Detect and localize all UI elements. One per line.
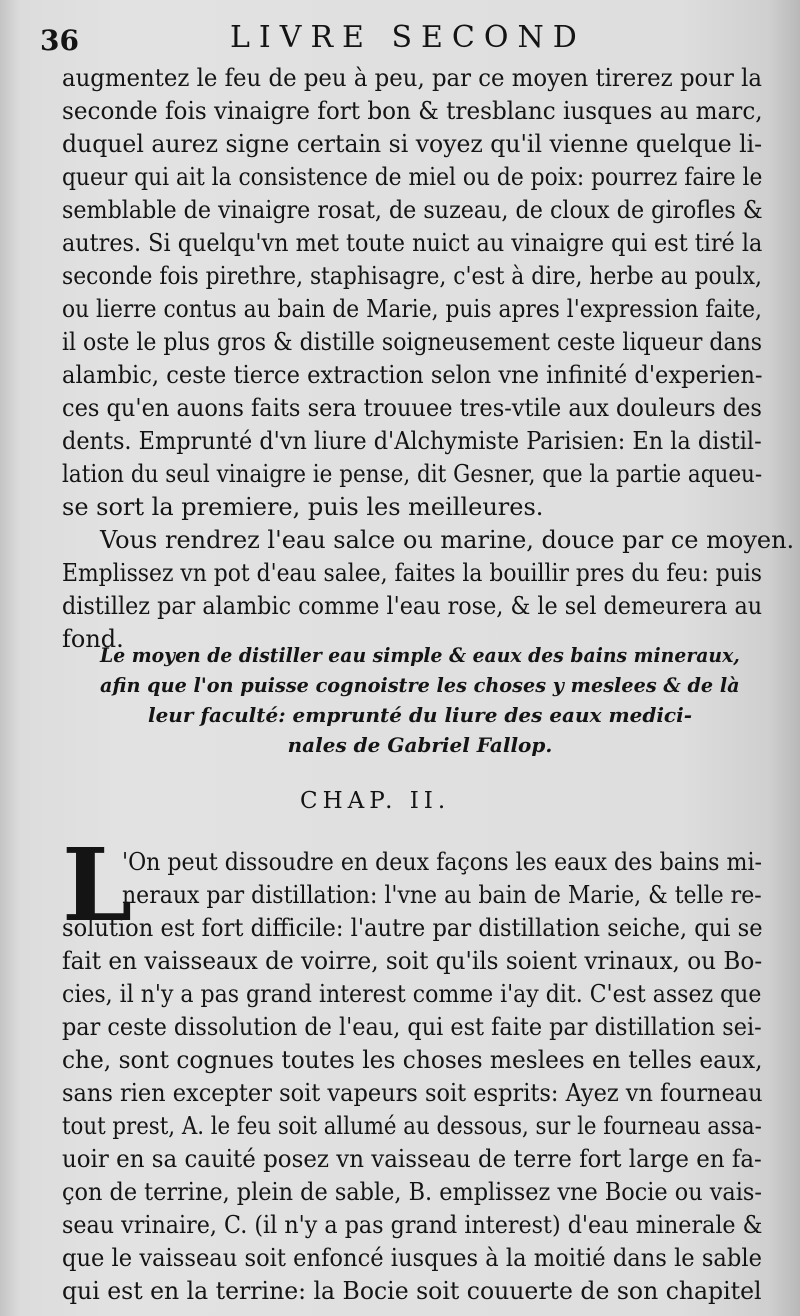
text-line: tout prest, A. le feu soit allumé au dessous, sur le fourneau assa-: [62, 1112, 762, 1140]
text-line: qui est en la terrine: la Bocie soit couuerte de son chapitel: [62, 1277, 762, 1305]
text-line: distillez par alambic comme l'eau rose, & le sel demeurera au: [62, 592, 763, 620]
text-line: ces qu'en auons faits sera trouuee tres-vtile aux douleurs des: [62, 394, 762, 422]
text-line: ou lierre contus au bain de Marie, puis apres l'expression faite,: [62, 295, 762, 323]
chapter-title-line: leur faculté: emprunté du liure des eaux medici-: [147, 703, 692, 727]
text-line: semblable de vinaigre rosat, de suzeau, de cloux de girofles &: [62, 196, 763, 224]
text-line: solution est fort difficile: l'autre par distillation seiche, qui se: [62, 914, 763, 942]
chapter-title-line: afin que l'on puisse cognoistre les choses y meslees & de là: [100, 673, 740, 697]
text-line: fait en vaisseaux de voirre, soit qu'ils soient vrinaux, ou Bo-: [62, 947, 763, 975]
text-line: par ceste dissolution de l'eau, qui est faite par distillation sei-: [62, 1013, 762, 1041]
chapter-title-line: nales de Gabriel Fallop.: [287, 733, 553, 757]
text-line: autres. Si quelqu'vn met toute nuict au vinaigre qui est tiré la: [62, 229, 763, 257]
chapter-title-line: Le moyen de distiller eau simple & eaux des bains mineraux,: [100, 643, 740, 667]
text-line: alambic, ceste tierce extraction selon vne infinité d'experien-: [62, 361, 763, 389]
text-line: seau vrinaire, C. (il n'y a pas grand interest) d'eau minerale &: [62, 1211, 763, 1239]
text-line: seconde fois vinaigre fort bon & tresblanc iusques au marc,: [62, 97, 763, 125]
text-line: duquel aurez signe certain si voyez qu'il vienne quelque li-: [62, 130, 763, 158]
text-line: Vous rendrez l'eau salce ou marine, douce par ce moyen.: [100, 526, 795, 554]
page-number: 36: [40, 24, 79, 57]
text-line: il oste le plus gros & distille soigneusement ceste liqueur dans: [62, 328, 763, 356]
page-header: [40, 20, 780, 60]
text-line: Emplissez vn pot d'eau salee, faites la bouillir pres du feu: puis: [62, 559, 762, 587]
text-line: dents. Emprunté d'vn liure d'Alchymiste Parisien: En la distil-: [62, 427, 762, 455]
chapter-label: CHAP. II.: [300, 788, 451, 814]
text-line: sans rien excepter soit vapeurs soit esprits: Ayez vn fourneau: [62, 1079, 763, 1107]
text-line: uoir en sa cauité posez vn vaisseau de terre fort large en fa-: [62, 1145, 762, 1173]
text-line: çon de terrine, plein de sable, B. emplissez vne Bocie ou vais-: [62, 1178, 762, 1206]
text-line: 'On peut dissoudre en deux façons les eaux des bains mi-: [122, 848, 762, 876]
text-line: fond.: [62, 625, 124, 653]
text-line: lation du seul vinaigre ie pense, dit Gesner, que la partie aqueu-: [62, 460, 763, 488]
text-line: augmentez le feu de peu à peu, par ce moyen tirerez pour la: [62, 64, 762, 92]
text-line: neraux par distillation: l'vne au bain de Marie, & telle re-: [122, 881, 762, 909]
text-line: che, sont cognues toutes les choses meslees en telles eaux,: [62, 1046, 763, 1074]
text-line: cies, il n'y a pas grand interest comme i'ay dit. C'est assez que: [62, 980, 762, 1008]
drop-cap: L: [62, 826, 133, 944]
running-head: LIVRE SECOND: [230, 20, 586, 55]
text-line: seconde fois pirethre, staphisagre, c'est à dire, herbe au poulx,: [62, 262, 762, 290]
text-line: que le vaisseau soit enfoncé iusques à la moitié dans le sable: [62, 1244, 762, 1272]
text-line: se sort la premiere, puis les meilleures.: [62, 493, 544, 521]
text-line: queur qui ait la consistence de miel ou de poix: pourrez faire le: [62, 163, 763, 191]
